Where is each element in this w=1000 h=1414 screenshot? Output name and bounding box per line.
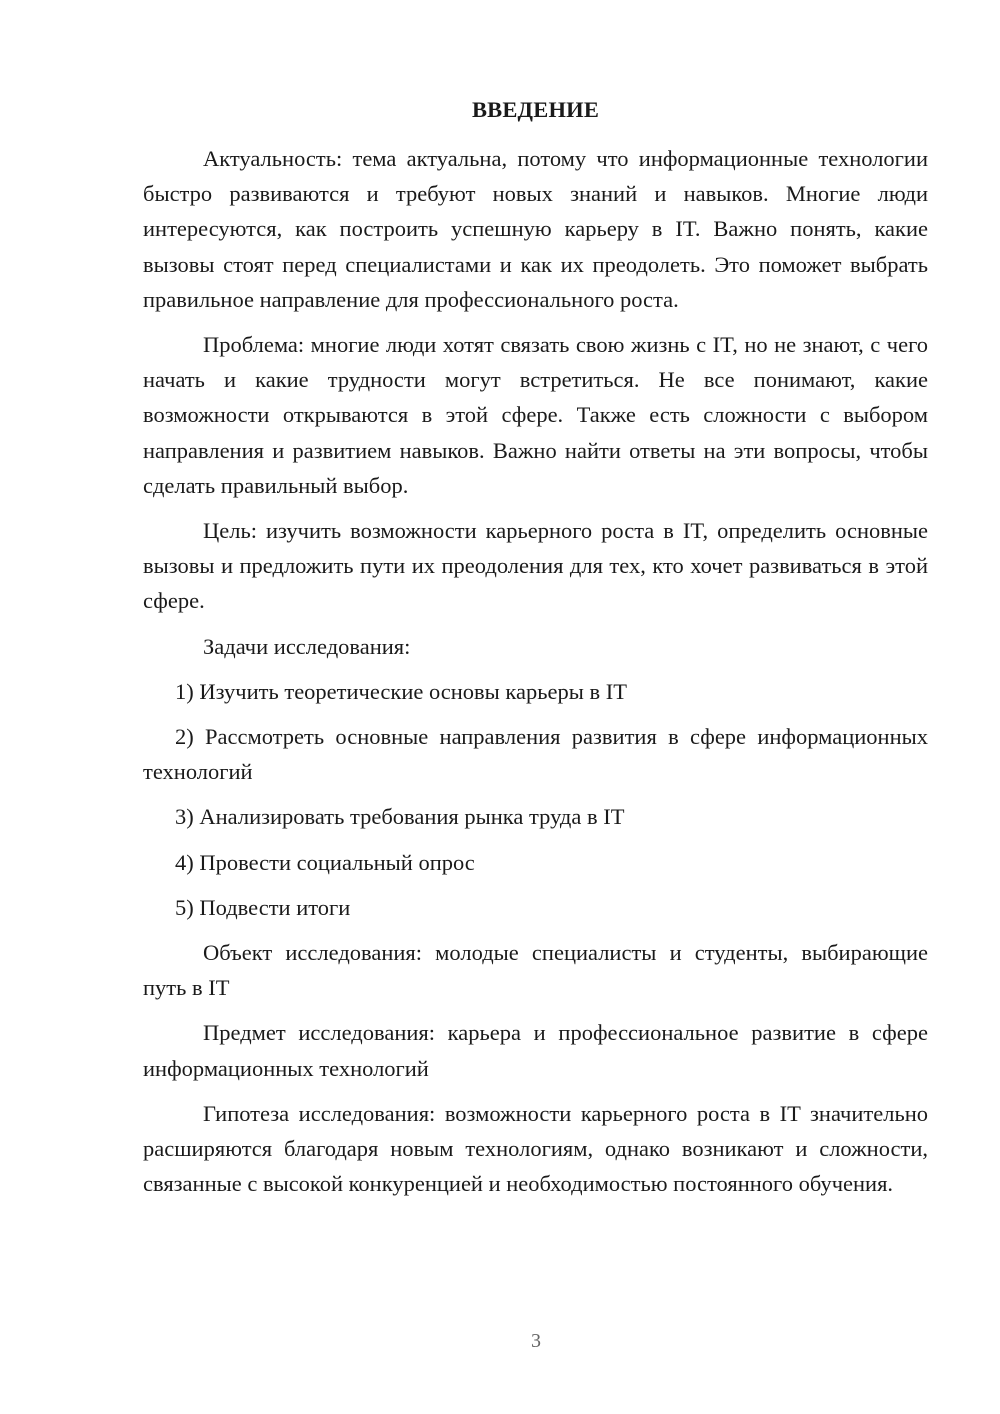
document-page	[143, 92, 928, 1211]
task-item: 3) Анализировать требования рынка труда в IT	[175, 804, 625, 830]
task-item: 4) Провести социальный опрос	[175, 849, 475, 875]
hypothesis-paragraph: Гипотеза исследования: возможности карьерного роста в IT значительно расширяются благодаря новым технологиям, однако возникают и сложности, связанные с высокой конкуренцией и необходимостью постоянного обучения.	[143, 1100, 928, 1197]
tasks-heading: Задачи исследования:	[203, 633, 411, 659]
task-item: 1) Изучить теоретические основы карьеры в IT	[175, 678, 627, 704]
task-item: 2) Рассмотреть основные направления развития в сфере информационных технологий	[143, 724, 928, 785]
section-title: ВВЕДЕНИЕ	[471, 97, 600, 122]
tasks-list	[143, 674, 928, 925]
task-item: 5) Подвести итоги	[175, 894, 351, 920]
page-number: 3	[531, 1330, 541, 1352]
subject-paragraph: Предмет исследования: карьера и профессиональное развитие в сфере информационных технологий	[143, 1020, 928, 1081]
problem-paragraph: Проблема: многие люди хотят связать свою жизнь с IT, но не знают, с чего начать и какие трудности могут встретиться. Не все понимают, какие возможности открываются в этой сфере. Также есть сложности с выбором направления и развитием навыков. Важно найти ответы на эти вопросы, чтобы сделать правильный выбор.	[143, 332, 928, 498]
object-paragraph: Объект исследования: молодые специалисты и студенты, выбирающие путь в IT	[143, 940, 928, 1001]
relevance-paragraph: Актуальность: тема актуальна, потому что информационные технологии быстро развиваются и требуют новых знаний и навыков. Многие люди интересуются, как построить успешную карьеру в IT. Важно понять, какие вызовы стоят перед специалистами и как их преодолеть. Это поможет выбрать правильное направление для профессионального роста.	[143, 146, 928, 312]
goal-paragraph: Цель: изучить возможности карьерного роста в IT, определить основные вызовы и предложить пути их преодоления для тех, кто хочет развиваться в этой сфере.	[143, 518, 928, 614]
